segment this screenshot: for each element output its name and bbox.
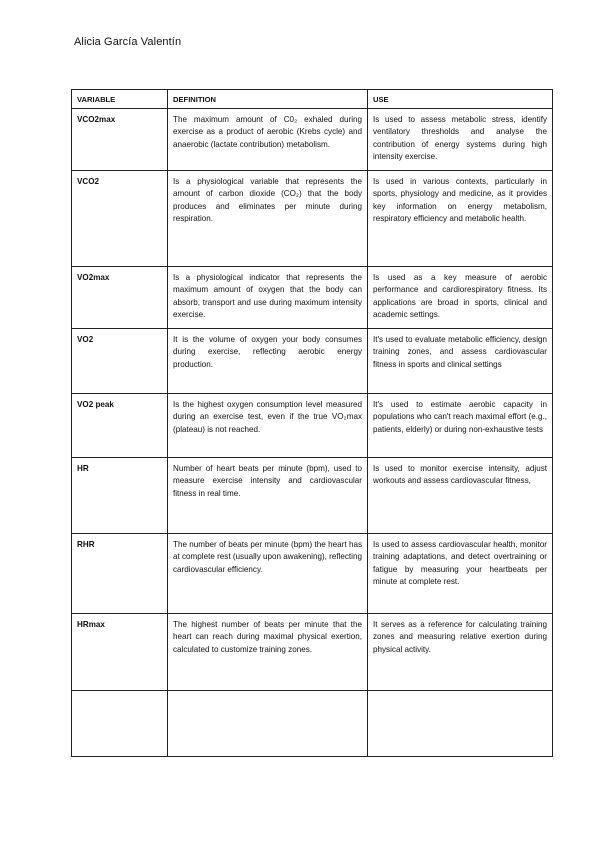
document-author: Alicia García Valentín xyxy=(74,36,182,48)
table-row xyxy=(72,329,553,394)
definition-cell: The highest number of beats per minute that the heart can reach during maximal physical exertion, calculated to customize training zones. xyxy=(168,614,368,691)
use-cell: Is used as a key measure of aerobic performance and cardiorespiratory fitness. Its applications are broad in sports, clinical and academic settings. xyxy=(368,267,553,329)
use-cell: It serves as a reference for calculating training zones and measuring relative exertion during physical activity. xyxy=(368,614,553,691)
table-row xyxy=(72,171,553,267)
variable-cell: VO2 peak xyxy=(72,394,168,458)
header-definition: DEFINITION xyxy=(168,90,368,109)
use-cell: Is used to assess cardiovascular health, monitor training adaptations, and detect overtraining or fatigue by measuring your heartbeats per minute at complete rest. xyxy=(368,534,553,614)
table-row xyxy=(72,614,553,691)
use-cell: Is used to monitor exercise intensity, adjust workouts and assess cardiovascular fitness, xyxy=(368,458,553,534)
use-cell: Is used in various contexts, particularly in sports, physiology and medicine, as it provides key information on energy metabolism, respiratory efficiency and metabolic health. xyxy=(368,171,553,267)
definition-cell: Number of heart beats per minute (bpm), used to measure exercise intensity and cardiovascular fitness in real time. xyxy=(168,458,368,534)
table-header-row xyxy=(72,90,553,109)
definition-cell: It is the volume of oxygen your body consumes during exercise, reflecting aerobic energy production. xyxy=(168,329,368,394)
definition-cell xyxy=(168,691,368,757)
definition-cell: The number of beats per minute (bpm) the heart has at complete rest (usually upon awakening), reflecting cardiovascular efficiency. xyxy=(168,534,368,614)
table-row xyxy=(72,691,553,757)
variable-cell xyxy=(72,691,168,757)
variable-cell: VO2 xyxy=(72,329,168,394)
table-row xyxy=(72,109,553,171)
table-row xyxy=(72,534,553,614)
use-cell: It's used to evaluate metabolic efficiency, design training zones, and assess cardiovascular fitness in sports and clinical settings xyxy=(368,329,553,394)
use-cell: Is used to assess metabolic stress, identify ventilatory thresholds and analyse the contribution of energy systems during high intensity exercise. xyxy=(368,109,553,171)
variable-cell: VCO2 xyxy=(72,171,168,267)
header-use: USE xyxy=(368,90,553,109)
definition-cell: The maximum amount of C0₂ exhaled during exercise as a product of aerobic (Krebs cycle) and anaerobic (lactate contribution) metabolism. xyxy=(168,109,368,171)
definition-cell: Is a physiological variable that represents the amount of carbon dioxide (CO₂) that the body produces and eliminates per minute during respiration. xyxy=(168,171,368,267)
definition-cell: Is a physiological indicator that represents the maximum amount of oxygen that the body can absorb, transport and use during maximum intensity exercise. xyxy=(168,267,368,329)
header-variable: VARIABLE xyxy=(72,90,168,109)
use-cell: It's used to estimate aerobic capacity in populations who can't reach maximal effort (e.g., patients, elderly) or during non-exhaustive tests xyxy=(368,394,553,458)
variable-cell: HRmax xyxy=(72,614,168,691)
variables-table xyxy=(71,89,553,757)
variable-cell: RHR xyxy=(72,534,168,614)
variable-cell: VO2max xyxy=(72,267,168,329)
use-cell xyxy=(368,691,553,757)
table-row xyxy=(72,458,553,534)
definition-cell: Is the highest oxygen consumption level measured during an exercise test, even if the true VO₂max (plateau) is not reached. xyxy=(168,394,368,458)
table-row xyxy=(72,267,553,329)
table-row xyxy=(72,394,553,458)
variable-cell: VCO2max xyxy=(72,109,168,171)
variable-cell: HR xyxy=(72,458,168,534)
